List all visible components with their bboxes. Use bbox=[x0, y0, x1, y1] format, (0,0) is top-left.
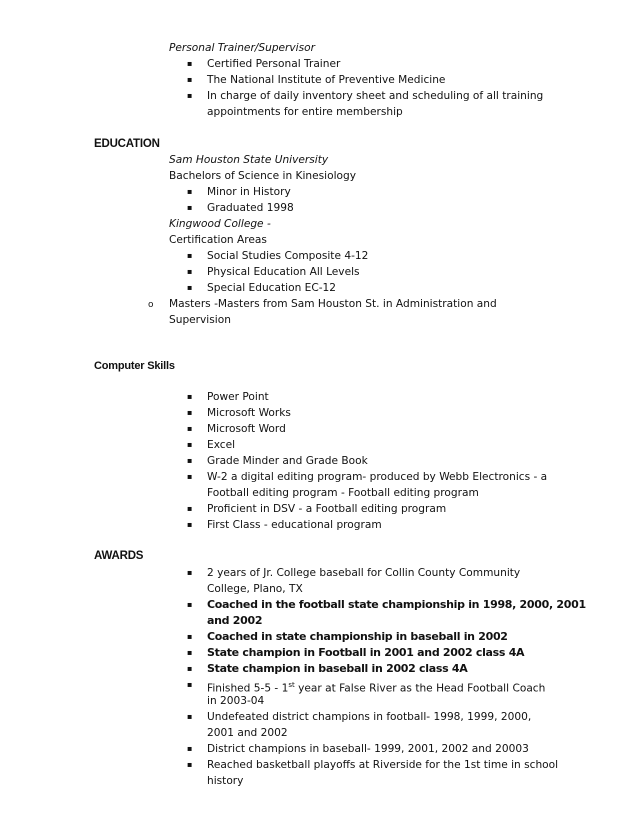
computer-skills-heading: Computer Skills bbox=[94, 360, 175, 372]
skill-item: Microsoft Word bbox=[207, 423, 286, 435]
bullet-icon: ▪ bbox=[187, 744, 193, 753]
cert-bullet: Physical Education All Levels bbox=[207, 266, 360, 278]
school-name: Kingwood College - bbox=[169, 218, 271, 230]
cert-bullet: Special Education EC-12 bbox=[207, 282, 337, 294]
ordinal-suffix: st bbox=[288, 681, 295, 689]
skill-item: Excel bbox=[207, 439, 236, 451]
award-item: Undefeated district champions in football- 1998, 1999, 2000, bbox=[207, 711, 532, 723]
skill-item: Proficient in DSV - a Football editing program bbox=[207, 503, 447, 515]
cert-label: Certification Areas bbox=[169, 234, 267, 246]
bullet-icon: ▪ bbox=[187, 91, 193, 100]
bullet-icon: ▪ bbox=[187, 408, 193, 417]
education-bullet: Minor in History bbox=[207, 186, 291, 198]
award-text: Finished 5-5 - 1 bbox=[207, 682, 289, 695]
award-item-continued: in 2003-04 bbox=[207, 695, 265, 707]
bullet-icon: ▪ bbox=[187, 203, 193, 212]
bullet-icon: ▪ bbox=[187, 504, 193, 513]
bullet-icon: ▪ bbox=[187, 600, 193, 609]
job-bullet: In charge of daily inventory sheet and scheduling of all training bbox=[207, 90, 544, 102]
masters-line-continued: Supervision bbox=[169, 314, 231, 326]
bullet-icon: ▪ bbox=[187, 440, 193, 449]
bullet-icon: ▪ bbox=[187, 680, 193, 689]
bullet-icon: ▪ bbox=[187, 568, 193, 577]
bullet-icon: ▪ bbox=[187, 187, 193, 196]
skill-item: Microsoft Works bbox=[207, 407, 291, 419]
award-item-continued: history bbox=[207, 775, 244, 787]
bullet-icon: ▪ bbox=[187, 472, 193, 481]
bullet-icon: ▪ bbox=[187, 664, 193, 673]
bullet-icon: ▪ bbox=[187, 456, 193, 465]
job-bullet: The National Institute of Preventive Medicine bbox=[207, 74, 446, 86]
award-item: State champion in baseball in 2002 class 4A bbox=[207, 662, 468, 675]
masters-line: Masters -Masters from Sam Houston St. in Administration and bbox=[169, 298, 497, 310]
bullet-icon: ▪ bbox=[187, 648, 193, 657]
education-bullet: Graduated 1998 bbox=[207, 202, 294, 214]
education-heading: EDUCATION bbox=[94, 138, 160, 150]
skill-item: W-2 a digital editing program- produced by Webb Electronics - a bbox=[207, 471, 548, 483]
bullet-icon: ▪ bbox=[187, 75, 193, 84]
award-item-continued: and 2002 bbox=[207, 614, 263, 627]
bullet-icon: ▪ bbox=[187, 760, 193, 769]
award-item: Coached in the football state championship in 1998, 2000, 2001 bbox=[207, 598, 586, 611]
job-bullet: Certified Personal Trainer bbox=[207, 58, 341, 70]
bullet-icon: ▪ bbox=[187, 520, 193, 529]
award-item-continued: College, Plano, TX bbox=[207, 583, 303, 595]
award-item: State champion in Football in 2001 and 2002 class 4A bbox=[207, 646, 525, 659]
award-item: Reached basketball playoffs at Riverside for the 1st time in school bbox=[207, 759, 559, 771]
job-title: Personal Trainer/Supervisor bbox=[169, 42, 315, 54]
circle-bullet-icon: o bbox=[148, 300, 154, 310]
award-item: District champions in baseball- 1999, 2001, 2002 and 20003 bbox=[207, 743, 529, 755]
job-bullet-continued: appointments for entire membership bbox=[207, 106, 403, 118]
skill-item: First Class - educational program bbox=[207, 519, 382, 531]
award-item-continued: 2001 and 2002 bbox=[207, 727, 288, 739]
bullet-icon: ▪ bbox=[187, 283, 193, 292]
award-item: Coached in state championship in baseball in 2002 bbox=[207, 630, 508, 643]
bullet-icon: ▪ bbox=[187, 712, 193, 721]
skill-item-continued: Football editing program - Football editing program bbox=[207, 487, 479, 499]
awards-heading: AWARDS bbox=[94, 550, 144, 562]
award-item: 2 years of Jr. College baseball for Collin County Community bbox=[207, 567, 521, 579]
bullet-icon: ▪ bbox=[187, 392, 193, 401]
award-text: year at False River as the Head Football Coach bbox=[294, 682, 546, 695]
bullet-icon: ▪ bbox=[187, 267, 193, 276]
cert-bullet: Social Studies Composite 4-12 bbox=[207, 250, 369, 262]
skill-item: Power Point bbox=[207, 391, 269, 403]
bullet-icon: ▪ bbox=[187, 59, 193, 68]
school-name: Sam Houston State University bbox=[169, 154, 329, 166]
skill-item: Grade Minder and Grade Book bbox=[207, 455, 368, 467]
bullet-icon: ▪ bbox=[187, 251, 193, 260]
degree: Bachelors of Science in Kinesiology bbox=[169, 170, 357, 182]
bullet-icon: ▪ bbox=[187, 424, 193, 433]
bullet-icon: ▪ bbox=[187, 632, 193, 641]
